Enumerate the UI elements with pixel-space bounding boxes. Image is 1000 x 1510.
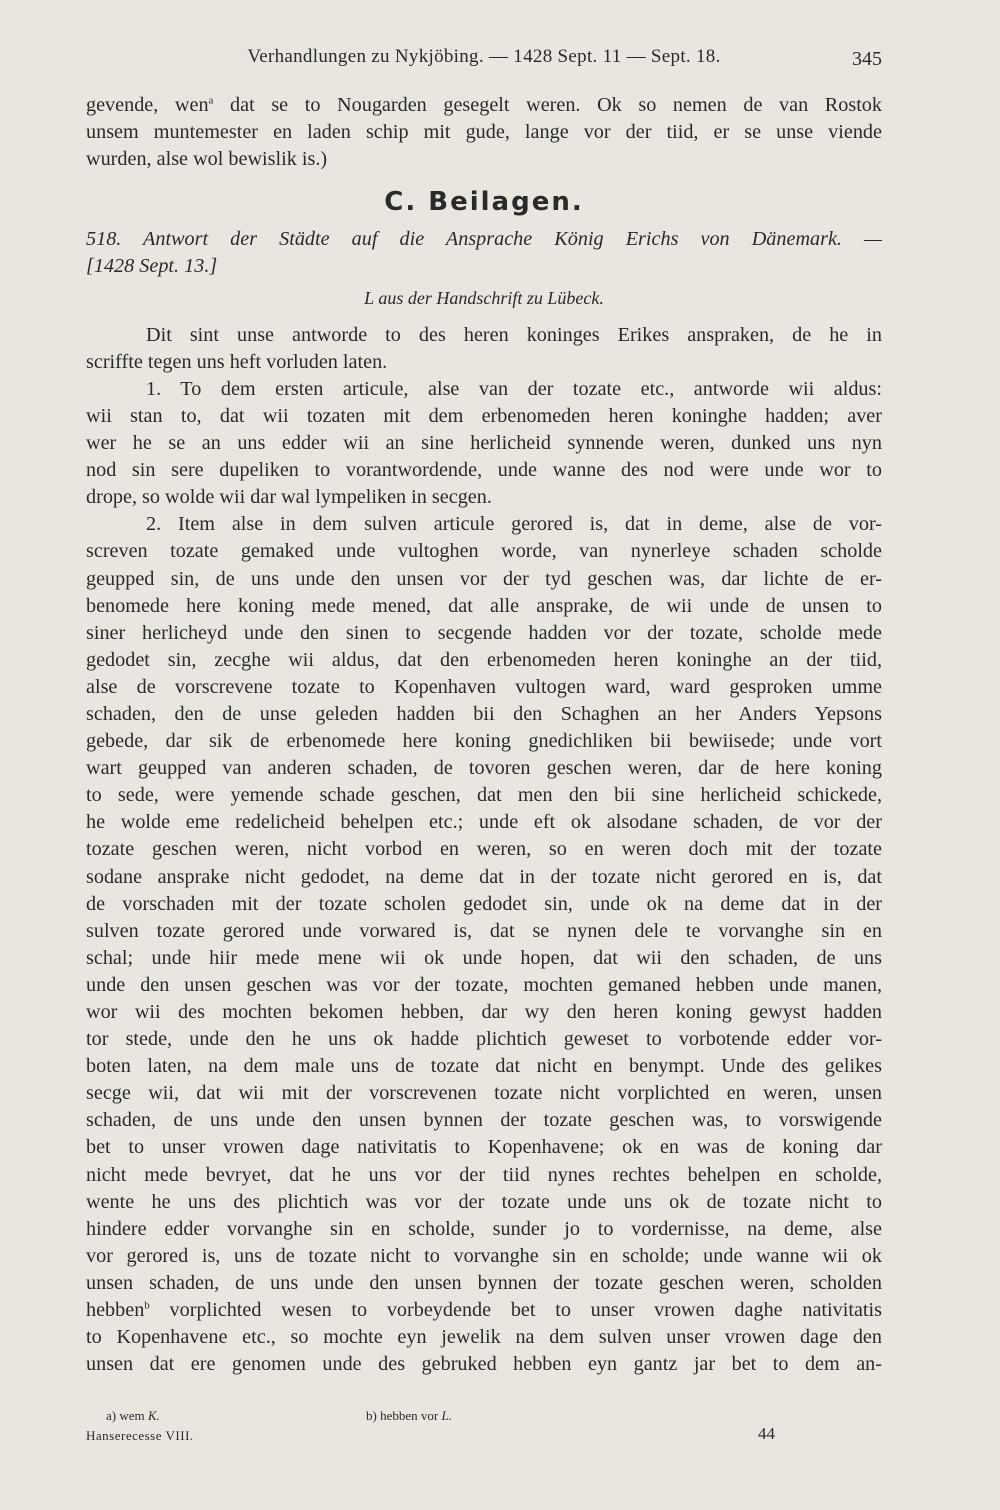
section-heading: C. Beilagen. (384, 187, 584, 218)
page-number: 345 (852, 48, 882, 70)
text-line: unsen dat ere genomen unde des gebruked hebben eyn gantz jar bet to dem an- (86, 1353, 882, 1376)
text-line: gebede, dar sik de erbenomede here koning gnedichliken bii bewiisede; unde vort (86, 730, 882, 753)
text-line: wart geupped van anderen schaden, de tovoren geschen weren, dar de here koning (86, 757, 882, 780)
text-line: tor stede, unde den he uns ok hadde plichtich geweset to vorbotende edder vor- (86, 1028, 882, 1051)
text-line: gedodet sin, zecghe wii aldus, dat den erbenomeden heren koninghe an der tiid, (86, 648, 882, 671)
text-line: hindere edder vorvanghe sin en scholde, sunder jo to vordernisse, na deme, alse (86, 1217, 882, 1240)
text-line: boten laten, na dem male uns de tozate dat nicht en benympt. Unde des gelikes (86, 1055, 882, 1078)
footnote-a: a) wem K. (106, 1408, 160, 1423)
text-line: screven tozate gemaked unde vultoghen worde, van nynerleye schaden scholde (86, 540, 882, 563)
text-line: to sede, were yemende schade geschen, dat men den bii sine herlicheid schickede, (86, 784, 882, 807)
document-date: [1428 Sept. 13.] (86, 255, 218, 278)
text-line: nicht mede bevryet, dat he uns vor der tiid nynes rechtes behelpen en scholde, (86, 1163, 882, 1186)
text-line: sulven tozate gerored unde vorwared is, dat se nynen dele te vorvanghe sin en (86, 919, 882, 942)
text-line: gevende, wen$^a$ dat se to Nougarden gesegelt weren. Ok so nemen de van Rostok (86, 94, 882, 116)
text-line: unsem muntemester en laden schip mit gude, lange vor der tiid, er se unse viende (86, 121, 882, 144)
text-line: 1. To dem ersten articule, alse van der tozate etc., antworde wii aldus: (146, 377, 882, 400)
text-line: schal; unde hiir mede mene wii ok unde hopen, dat wii den schaden, de uns (86, 946, 882, 969)
text-line: secge wii, dat wii mit der vorscrevenen tozate nicht vorplichted en weren, unsen (86, 1082, 882, 1105)
text-line: de vorschaden mit der tozate scholen gedodet sin, unde ok na deme dat in der (86, 892, 882, 915)
text-line: nod sin sere dupeliken to vorantwordende, unde wanne des nod were unde wor to (86, 459, 882, 482)
text-line: hebben$^b$ vorplichted wesen to vorbeydende bet to unser vrowen daghe nativitatis (86, 1299, 882, 1322)
source-line: L aus der Handschrift zu Lübeck. (364, 287, 604, 308)
text-line: wurden, alse wol bewislik is.) (86, 148, 328, 171)
footnote-b: b) hebben vor L. (366, 1408, 452, 1423)
text-line: drope, so wolde wii dar wal lympeliken in secgen. (86, 486, 492, 509)
text-line: vor gerored is, uns de tozate nicht to vorvanghe sin en scholde; unde wanne wii ok (86, 1244, 882, 1267)
intro-passage (86, 92, 882, 173)
document-number: 518. (86, 228, 122, 251)
text-line: schaden, de uns unde den unsen bynnen der tozate geschen was, to vorswigende (86, 1109, 882, 1132)
document-title-line: 518. Antwort der Städte auf die Ansprache König Erichs von Dänemark. — (86, 228, 882, 251)
printer-signature: Hanserecesse VIII. (86, 1428, 194, 1443)
text-line: wor wii des mochten bekomen hebben, dar wy den heren koning gewyst hadden (86, 1001, 882, 1023)
text-line: 2. Item alse in dem sulven articule gerored is, dat in deme, alse de vor- (146, 513, 882, 536)
footnote-marker-a: a (208, 94, 214, 107)
document-title (86, 226, 882, 280)
text-line: sodane ansprake nicht gedodet, na deme dat in der tozate nicht gerored en is, dat (86, 865, 882, 888)
text-line: unsen schaden, de uns unde den unsen bynnen der tozate geschen weren, scholden (86, 1271, 882, 1294)
body-text (86, 92, 882, 1378)
text-line: unde den unsen geschen was vor der tozate, mochten gemaned hebben unde manen, (86, 973, 882, 996)
text-line: wente he uns des plichtich was vor der tozate unde uns ok de tozate nicht to (86, 1190, 882, 1213)
text-line: to Kopenhavene etc., so mochte eyn jewelik na dem sulven unser vrowen dage den (86, 1326, 882, 1349)
text-line: schaden, den de unse geleden hadden bii den Schaghen an her Anders Yepsons (86, 702, 882, 725)
text-line: wii stan to, dat wii tozaten mit dem erbenomeden heren koninghe hadden; aver (86, 404, 882, 427)
text-line: scriffte tegen uns heft vorluden laten. (86, 350, 388, 373)
text-line: alse de vorscrevene tozate to Kopenhaven vultogen ward, ward gesproken umme (86, 675, 882, 698)
text-line: he wolde eme redelicheid behelpen etc.; unde eft ok alsodane schaden, de vor der (86, 811, 882, 834)
paragraph (86, 376, 882, 511)
text-line: Dit sint unse antworde to des heren koninges Erikes anspraken, de he in (146, 323, 882, 346)
running-head: Verhandlungen zu Nykjöbing. — 1428 Sept. 11 — Sept. 18. (247, 46, 721, 67)
text-line: wer he se an uns edder wii an sine herlicheid synnende weren, dunked uns nyn (86, 432, 882, 455)
footnote-marker-b: b (144, 1299, 150, 1312)
sheet-number: 44 (758, 1424, 775, 1443)
text-line: siner herlicheyd unde den sinen to secgende hadden vor der tozate, scholde mede (86, 621, 882, 644)
text-line: geupped sin, de uns unde den unsen vor der tyd geschen was, dar lichte de er- (86, 567, 882, 590)
text-line: benomede here koning mede mened, dat alle ansprake, de wii unde de unsen to (86, 594, 882, 617)
paragraph (86, 322, 882, 376)
text-line: tozate geschen weren, nicht vorbod en weren, so en weren doch mit der tozate (86, 838, 882, 861)
text-line: bet to unser vrowen dage nativitatis to Kopenhavene; ok en was de koning dar (86, 1136, 882, 1159)
paragraph (86, 511, 882, 1378)
